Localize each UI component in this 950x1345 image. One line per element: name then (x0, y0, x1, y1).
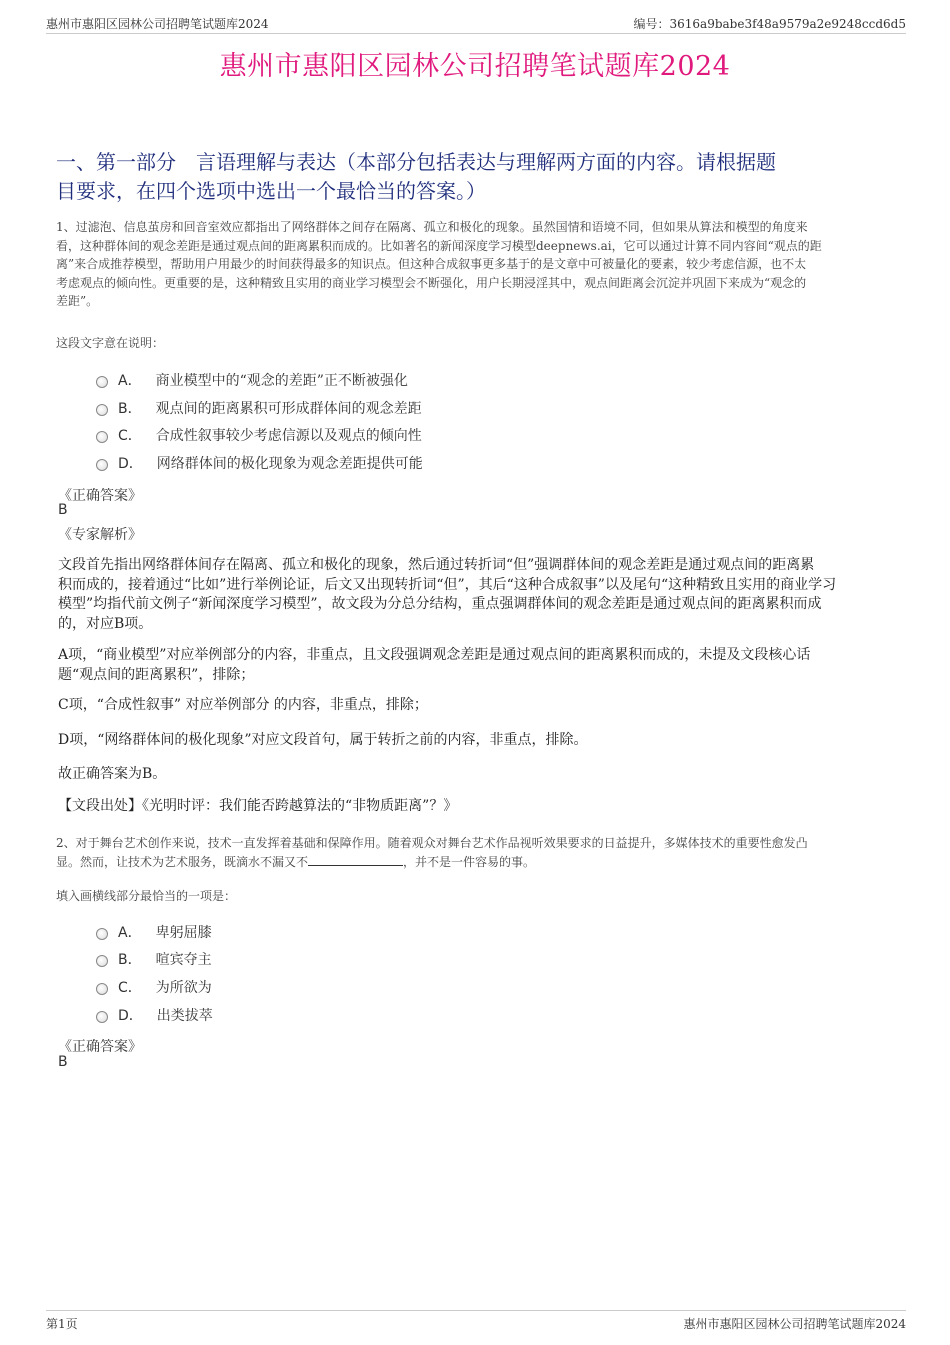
section-heading (56, 148, 896, 206)
q1-stem (56, 218, 898, 311)
option-text: 合成性叙事较少考虑信源以及观点的倾向性 (155, 428, 422, 444)
radio-icon[interactable] (96, 1011, 108, 1023)
analysis-line: 积而成的，接着通过“比如”进行举例论证，后文又出现转折词“但”，其后“这种合成叙事”以及尾句“这种精致且实用的商业学习 (58, 576, 837, 593)
q1-analysis-paragraph (58, 696, 898, 716)
q2-option-b[interactable] (96, 949, 212, 969)
page-number: 第1页 (46, 1317, 78, 1331)
section-heading-line: 目要求，在四个选项中选出一个最恰当的答案。） (56, 179, 486, 203)
header-doc-title: 惠州市惠阳区园林公司招聘笔试题库2024 (46, 17, 269, 31)
q1-analysis-paragraph (58, 556, 898, 634)
section-heading-line: 一、第一部分 言语理解与表达（本部分包括表达与理解两方面的内容。请根据题 (56, 150, 776, 174)
option-text: 为所欲为 (155, 980, 212, 996)
q1-stem-line: 看，这种群体间的观念差距是通过观点间的距离累积而成的。比如著名的新闻深度学习模型deepnews.ai，它可以通过计算不同内容间“观点的距 (56, 238, 822, 253)
q2-answer: B (58, 1054, 68, 1070)
analysis-line: 故正确答案为B。 (58, 766, 167, 782)
footer-divider (46, 1310, 906, 1311)
analysis-line: 题“观点间的距离累积”，排除； (58, 666, 255, 683)
q1-prompt: 这段文字意在说明： (56, 336, 165, 350)
q2-option-d[interactable] (96, 1005, 213, 1025)
option-text: 网络群体间的极化现象为观念差距提供可能 (156, 456, 423, 472)
q1-stem-line: 考虑观点的倾向性。更重要的是，这种精致且实用的商业学习模型会不断强化，用户长期浸淫其中，观点间距离会沉淀并巩固下来成为“观念的 (56, 275, 807, 290)
q2-answer-label: 《正确答案》 (58, 1039, 142, 1055)
q2-option-a[interactable] (96, 922, 212, 942)
option-text: 卑躬屈膝 (155, 925, 212, 941)
q1-stem-line: 差距”。 (56, 294, 99, 309)
q1-stem-line: 离”来合成推荐模型，帮助用户用最少的时间获得最多的知识点。但这种合成叙事更多基于的是文章中可被量化的要素，较少考虑信源，也不太 (56, 257, 807, 272)
analysis-line: A项，“商业模型”对应举例部分的内容，非重点，且文段强调观念差距是通过观点间的距离累积而成的，未提及文段核心话 (58, 647, 811, 663)
radio-icon[interactable] (96, 955, 108, 967)
q1-analysis-paragraph (58, 731, 898, 751)
q1-answer-label: 《正确答案》 (58, 488, 142, 504)
q1-option-d[interactable] (96, 453, 423, 473)
q2-option-c[interactable] (96, 977, 212, 997)
radio-icon[interactable] (96, 431, 108, 443)
analysis-line: 的，对应B项。 (58, 615, 153, 632)
option-letter: B． (118, 952, 142, 968)
header-divider (46, 33, 906, 34)
q2-prompt: 填入画横线部分最恰当的一项是： (56, 889, 237, 903)
option-letter: B． (118, 401, 142, 417)
q1-answer: B (58, 502, 68, 518)
option-letter: A． (118, 925, 142, 941)
q2-stem-text: 显。然而，让技术为艺术服务，既滴水不漏又不 (56, 854, 309, 869)
q1-analysis-paragraph (58, 646, 898, 685)
q1-option-a[interactable] (96, 370, 408, 390)
q2-stem (56, 834, 898, 871)
analysis-line: C项，“合成性叙事” 对应举例部分 的内容，非重点，排除； (58, 697, 428, 713)
option-text: 观点间的距离累积可形成群体间的观念差距 (155, 401, 422, 417)
radio-icon[interactable] (96, 376, 108, 388)
q1-analysis-paragraph (58, 765, 898, 785)
analysis-line: D项，“网络群体间的极化现象”对应文段首句，属于转折之前的内容，非重点，排除。 (58, 732, 588, 748)
option-text: 喧宾夺主 (155, 952, 212, 968)
option-text: 商业模型中的“观念的差距”正不断被强化 (155, 373, 408, 389)
q1-stem-line: 1、过滤泡、信息茧房和回音室效应都指出了网络群体之间存在隔离、孤立和极化的现象。虽然国情和语境不同，但如果从算法和模型的角度来 (56, 220, 808, 234)
option-letter: A． (118, 373, 142, 389)
q2-stem-line (56, 853, 898, 872)
q2-stem-line: 2、对于舞台艺术创作来说，技术一直发挥着基础和保障作用。随着观众对舞台艺术作品视听效果要求的日益提升，多媒体技术的重要性愈发凸 (56, 836, 808, 850)
option-letter: C． (118, 980, 142, 996)
option-letter: D． (118, 456, 143, 472)
q1-option-b[interactable] (96, 398, 422, 418)
header-doc-id: 编号：3616a9babe3f48a9579a2e9248ccd6d5 (633, 17, 906, 31)
q1-source: 【文段出处】《光明时评：我们能否跨越算法的“非物质距离”？》 (58, 798, 458, 814)
q1-option-c[interactable] (96, 425, 422, 445)
q1-analysis-label: 《专家解析》 (58, 527, 142, 543)
analysis-line: 模型”均指代前文例子“新闻深度学习模型”，故文段为分总分结构，重点强调群体间的观念差距是通过观点间的距离累积而成 (58, 596, 822, 612)
option-letter: C． (118, 428, 142, 444)
footer-doc-title: 惠州市惠阳区园林公司招聘笔试题库2024 (683, 1317, 906, 1331)
radio-icon[interactable] (96, 459, 108, 471)
page-title: 惠州市惠阳区园林公司招聘笔试题库2024 (219, 51, 731, 82)
radio-icon[interactable] (96, 404, 108, 416)
option-letter: D． (118, 1008, 143, 1024)
radio-icon[interactable] (96, 983, 108, 995)
fill-blank (308, 853, 403, 866)
analysis-line: 文段首先指出网络群体间存在隔离、孤立和极化的现象，然后通过转折词“但”强调群体间的观念差距是通过观点间的距离累 (58, 557, 815, 573)
q2-stem-text: ，并不是一件容易的事。 (403, 854, 536, 869)
option-text: 出类拔萃 (156, 1008, 213, 1024)
radio-icon[interactable] (96, 928, 108, 940)
